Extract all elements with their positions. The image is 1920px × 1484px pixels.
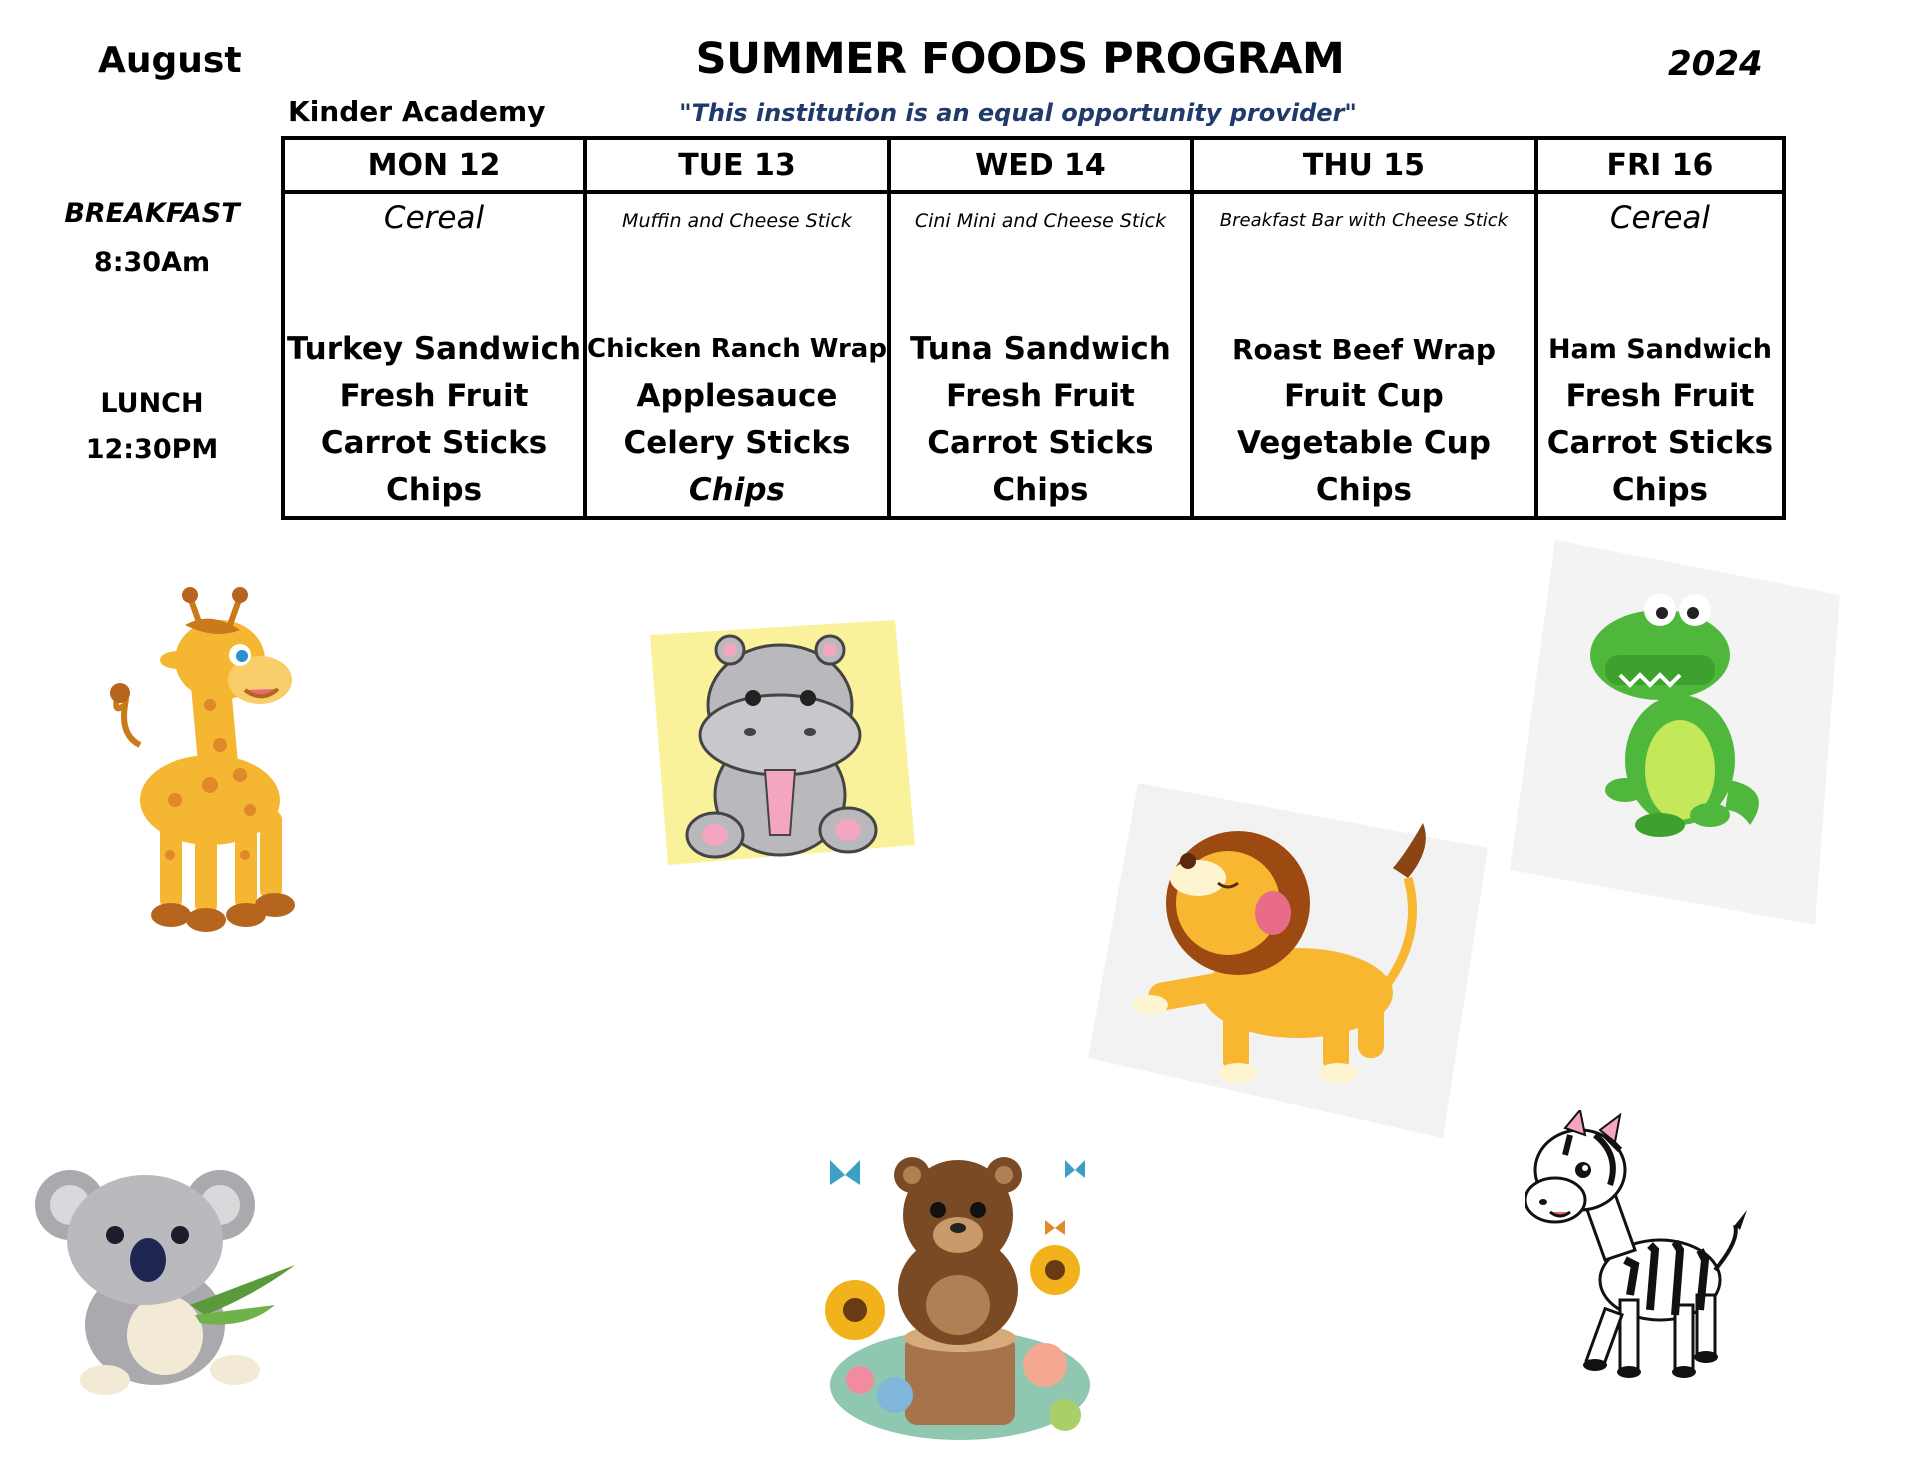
page-title: SUMMER FOODS PROGRAM [695,34,1345,84]
crocodile-illustration [1510,540,1840,925]
lunch-item: Carrot Sticks [927,425,1154,461]
lunch-item: Celery Sticks [623,425,851,461]
lunch-item: Carrot Sticks [1546,425,1774,461]
lunch-list [891,326,1190,514]
lunch-time: 12:30PM [85,434,219,465]
day-header-row [283,138,1784,192]
menu-row [283,192,1784,518]
lunch-item: Fresh Fruit [1565,378,1755,414]
year-label: 2024 [1668,44,1763,84]
breakfast-item: Muffin and Cheese Stick [622,210,852,232]
breakfast-item: Cereal [1609,200,1711,236]
lunch-item: Fresh Fruit [946,378,1135,414]
lunch-list [1538,326,1782,514]
lunch-item: Roast Beef Wrap [1232,333,1496,366]
menu-cell-wed [889,192,1192,518]
giraffe-illustration [100,585,350,955]
day-header-fri: FRI 16 [1536,138,1784,192]
hippo-illustration [650,620,915,870]
month-label: August [98,40,242,81]
day-header-thu: THU 15 [1192,138,1536,192]
equal-opportunity-statement: "This institution is an equal opportunity provider" [679,99,1357,127]
lunch-item: Applesauce [636,378,838,414]
lunch-item: Carrot Sticks [320,425,548,461]
lunch-item: Vegetable Cup [1236,425,1491,461]
lunch-item: Turkey Sandwich [286,331,582,367]
bear-illustration [800,1130,1115,1450]
menu-cell-tue [585,192,889,518]
lunch-list [1194,326,1534,514]
menu-cell-fri [1536,192,1784,518]
lunch-item: Tuna Sandwich [910,331,1171,367]
breakfast-item: Cini Mini and Cheese Stick [914,210,1167,232]
breakfast-item: Breakfast Bar with Cheese Stick [1219,210,1509,231]
day-header-tue: TUE 13 [585,138,889,192]
lunch-item: Chips [1611,472,1708,508]
lunch-item: Chips [688,472,786,508]
lunch-item: Chips [992,472,1089,508]
breakfast-item: Cereal [383,200,485,236]
menu-cell-mon [283,192,585,518]
lunch-label: LUNCH [100,388,204,419]
lunch-item: Ham Sandwich [1547,334,1772,365]
lunch-item: Fruit Cup [1284,378,1444,414]
breakfast-time: 8:30Am [93,247,211,278]
menu-cell-thu [1192,192,1536,518]
lunch-item: Chips [385,472,483,508]
zebra-illustration [1525,1110,1765,1390]
menu-table [281,136,1786,520]
lunch-item: Fresh Fruit [339,378,529,414]
school-name: Kinder Academy [288,95,546,128]
lunch-list [587,326,887,514]
lion-illustration [1088,783,1488,1138]
breakfast-label: BREAKFAST [64,198,240,229]
day-header-wed: WED 14 [889,138,1192,192]
koala-illustration [35,1155,310,1400]
lunch-item: Chips [1315,472,1412,508]
lunch-list [285,326,583,514]
day-header-mon: MON 12 [283,138,585,192]
lunch-item: Chicken Ranch Wrap [587,334,887,364]
